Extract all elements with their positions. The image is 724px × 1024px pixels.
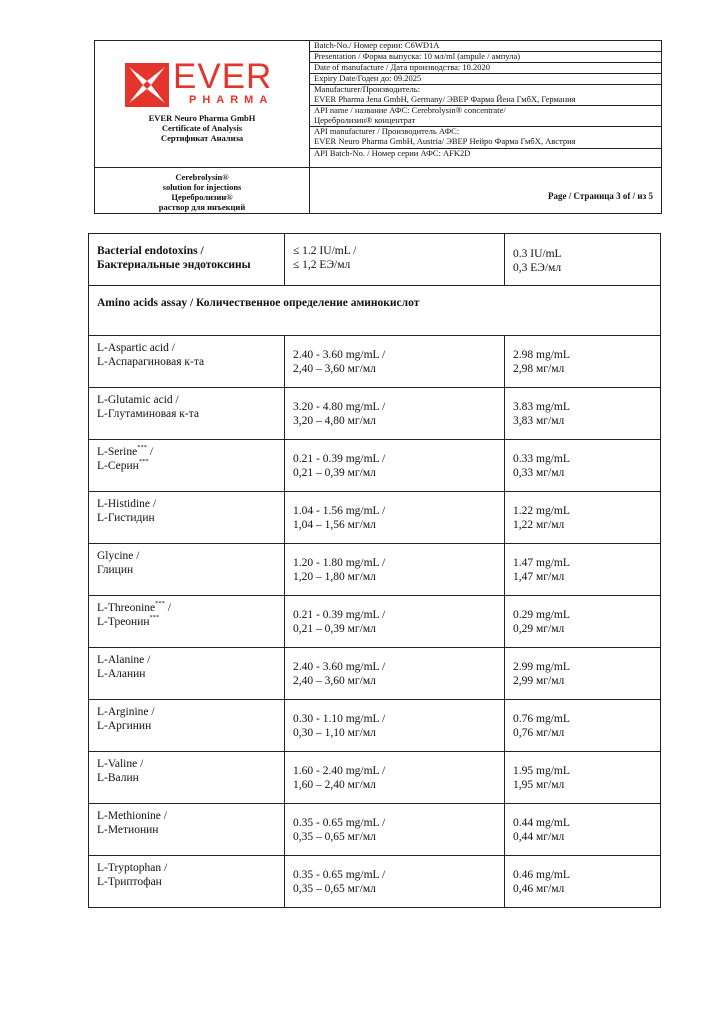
table-row xyxy=(89,336,661,388)
table-row xyxy=(89,492,661,544)
result-cell: 0.33 mg/mL 0,33 мг/мл xyxy=(505,440,661,492)
footnote-marker: *** xyxy=(137,444,147,452)
product-name-en: Cerebrolysin® xyxy=(175,172,229,182)
table-row xyxy=(89,440,661,492)
batch-number-row: Batch-No./ Номер серии: C6WD1A xyxy=(310,41,661,52)
product-form-ru: раствор для инъекций xyxy=(158,202,246,212)
specification-cell: 1.20 - 1.80 mg/mL / 1,20 – 1,80 мг/мл xyxy=(285,544,505,596)
specification-cell: 3.20 - 4.80 mg/mL / 3,20 – 4,80 мг/мл xyxy=(285,388,505,440)
specification-cell: ≤ 1.2 IU/mL / ≤ 1,2 ЕЭ/мл xyxy=(285,234,505,286)
footnote-marker: *** xyxy=(149,614,160,622)
result-cell: 0.3 IU/mL 0,3 ЕЭ/мл xyxy=(505,234,661,286)
presentation-row: Presentation / Форма выпуска: 10 мл/ml (ampule / ампула) xyxy=(310,52,661,63)
amino-acid-name-cell: Glycine / Глицин xyxy=(89,544,285,596)
company-name: EVER Neuro Pharma GmbH xyxy=(148,113,256,123)
result-cell: 1.47 mg/mL 1,47 мг/мл xyxy=(505,544,661,596)
result-cell: 2.99 mg/mL 2,99 мг/мл xyxy=(505,648,661,700)
table-row xyxy=(89,648,661,700)
header-info-table xyxy=(310,41,661,167)
table-row xyxy=(89,596,661,648)
specification-cell: 1.60 - 2.40 mg/mL / 1,60 – 2,40 мг/мл xyxy=(285,752,505,804)
logo-wordmark-ever: EVER xyxy=(173,57,273,96)
api-manufacturer-row: API manufacturer / Производитель АФС: EVER Neuro Pharma GmbH, Austria/ ЭВЕР Нейро Фарма ГмбХ, Австрия xyxy=(310,127,661,149)
result-cell: 0.76 mg/mL 0,76 мг/мл xyxy=(505,700,661,752)
amino-acid-name-cell: L-Histidine / L-Гистидин xyxy=(89,492,285,544)
header-logo-cell xyxy=(95,41,310,167)
table-row xyxy=(89,700,661,752)
result-cell: 2.98 mg/mL 2,98 мг/мл xyxy=(505,336,661,388)
page-number: Page / Страница 3 of / из 5 xyxy=(547,191,653,201)
specification-cell: 2.40 - 3.60 mg/mL / 2,40 – 3,60 мг/мл xyxy=(285,648,505,700)
section-title: Amino acids assay / Количественное определение аминокислот xyxy=(89,286,661,336)
test-name-cell: Bacterial endotoxins / Бактериальные эндотоксины xyxy=(89,234,285,286)
amino-acid-name-cell: L-Alanine / L-Аланин xyxy=(89,648,285,700)
result-cell: 0.29 mg/mL 0,29 мг/мл xyxy=(505,596,661,648)
manufacturer-row: Manufacturer/Производитель: EVER Pharma Jena GmbH, Germany/ ЭВЕР Фарма Йена ГмбХ, Германия xyxy=(310,85,661,106)
api-batch-row: API Batch-No. / Номер серии АФС: AFK2D xyxy=(314,149,471,158)
product-name-ru: Церебролизин® xyxy=(171,192,233,202)
amino-acid-name-cell: L-Aspartic acid / L-Аспарагиновая к-та xyxy=(89,336,285,388)
result-cell: 3.83 mg/mL 3,83 мг/мл xyxy=(505,388,661,440)
results-table xyxy=(88,233,661,908)
product-name-cell xyxy=(95,167,310,213)
amino-acid-name-cell: L-Glutamic acid / L-Глутаминовая к-та xyxy=(89,388,285,440)
specification-cell: 2.40 - 3.60 mg/mL / 2,40 – 3,60 мг/мл xyxy=(285,336,505,388)
amino-acid-name-cell: L-Valine / L-Валин xyxy=(89,752,285,804)
manufacture-date-row: Date of manufacture / Дата производства: 10.2020 xyxy=(310,63,661,74)
result-cell: 0.44 mg/mL 0,44 мг/мл xyxy=(505,804,661,856)
page-cell xyxy=(310,167,661,213)
amino-acid-name-cell: L-Arginine / L-Аргинин xyxy=(89,700,285,752)
ever-star-logo-icon xyxy=(125,63,169,107)
footnote-marker: *** xyxy=(138,458,149,466)
result-cell: 1.95 mg/mL 1,95 мг/мл xyxy=(505,752,661,804)
specification-cell: 0.21 - 0.39 mg/mL / 0,21 – 0,39 мг/мл xyxy=(285,596,505,648)
amino-acid-name-cell: L-Methionine / L-Метионин xyxy=(89,804,285,856)
certificate-header xyxy=(94,40,662,214)
specification-cell: 0.35 - 0.65 mg/mL / 0,35 – 0,65 мг/мл xyxy=(285,804,505,856)
amino-acid-name-cell: L-Serine*** / L-Серин*** xyxy=(89,440,285,492)
specification-cell: 1.04 - 1.56 mg/mL / 1,04 – 1,56 мг/мл xyxy=(285,492,505,544)
specification-cell: 0.30 - 1.10 mg/mL / 0,30 – 1,10 мг/мл xyxy=(285,700,505,752)
footnote-marker: *** xyxy=(155,600,165,608)
table-row-section-title xyxy=(89,286,661,336)
api-name-row: API name / название АФС: Cerebrolysin® concentrate/ Церебролизин® концентрат xyxy=(310,106,661,127)
result-cell: 1.22 mg/mL 1,22 мг/мл xyxy=(505,492,661,544)
amino-acid-name-cell: L-Tryptophan / L-Триптофан xyxy=(89,856,285,908)
ever-pharma-logo xyxy=(125,57,285,109)
certificate-title-ru: Сертификат Анализа xyxy=(160,133,244,143)
specification-cell: 0.21 - 0.39 mg/mL / 0,21 – 0,39 мг/мл xyxy=(285,440,505,492)
product-form-en: solution for injections xyxy=(162,182,242,192)
table-row xyxy=(89,804,661,856)
table-row xyxy=(89,544,661,596)
result-cell: 0.46 mg/mL 0,46 мг/мл xyxy=(505,856,661,908)
table-row xyxy=(89,388,661,440)
certificate-title-en: Certificate of Analysis xyxy=(161,123,243,133)
amino-acid-name-cell: L-Threonine*** / L-Треонин*** xyxy=(89,596,285,648)
table-row-endotoxins xyxy=(89,234,661,286)
expiry-date-row: Expiry Date/Годен до: 09.2025 xyxy=(310,74,661,85)
specification-cell: 0.35 - 0.65 mg/mL / 0,35 – 0,65 мг/мл xyxy=(285,856,505,908)
table-row xyxy=(89,856,661,908)
logo-wordmark-pharma: PHARMA xyxy=(189,94,274,106)
company-block xyxy=(95,113,309,143)
table-row xyxy=(89,752,661,804)
